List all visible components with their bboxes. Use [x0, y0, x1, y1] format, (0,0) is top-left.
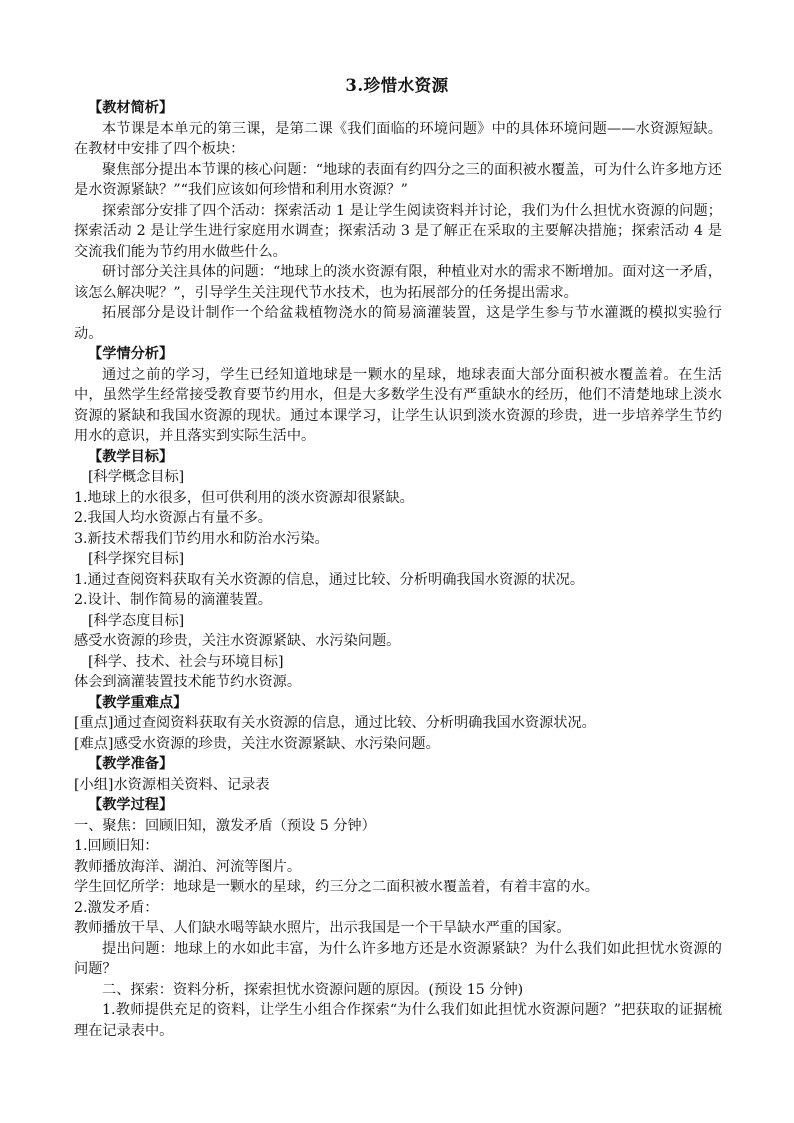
paragraph: 聚焦部分提出本节课的核心问题：“地球的表面有约四分之三的面积被水覆盖，可为什么许多地方还是水资源紧缺？”“我们应该如何珍惜和利用水资源？”: [74, 161, 722, 198]
section-heading: 【教材简析】: [88, 100, 174, 116]
paragraph: [小组]水资源相关资料、记录表: [74, 776, 270, 793]
sub-heading: [科学概念目标]: [88, 469, 185, 485]
paragraph: 一、聚焦：回顾旧知，激发矛盾（预设 5 分钟）: [74, 817, 376, 834]
paragraph: 研讨部分关注具体的问题：“地球上的淡水资源有限，种植业对水的需求不断增加。面对这一矛盾，该怎么解决呢？”，引导学生关注现代节水技术，也为拓展部分的任务提出需求。: [74, 264, 722, 301]
section-heading: 【教学准备】: [88, 756, 174, 772]
paragraph: 2.激发矛盾：: [74, 899, 159, 916]
paragraph: 3.新技术帮我们节约用水和防治水污染。: [74, 530, 329, 547]
paragraph: 教师播放海洋、湖泊、河流等图片。: [74, 858, 302, 875]
section-heading: 【教学重难点】: [88, 694, 188, 711]
section-heading: 【学情分析】: [88, 346, 174, 362]
sub-heading: [科学态度目标]: [88, 612, 185, 629]
paragraph: 通过之前的学习，学生已经知道地球是一颗水的星球，地球表面大部分面积被水覆盖着。在生活中，虽然学生经常接受教育要节约用水，但是大多数学生没有严重缺水的经历，他们不清楚地球上淡水资源的紧缺和我国水资源的现状。通过本课学习，让学生认识到淡水资源的珍贵，进一步培养学生节约用水的意识，并且落实到实际生活中。: [74, 366, 722, 444]
section-heading: 【教学过程】: [88, 797, 174, 813]
paragraph: 二、探索：资料分析，探索担忧水资源问题的原因。(预设 15 分钟): [102, 981, 524, 998]
document-title: 3.珍惜水资源: [345, 76, 449, 95]
paragraph: 2.我国人均水资源占有量不多。: [74, 510, 272, 526]
sub-heading: [科学探究目标]: [88, 551, 185, 567]
paragraph: [重点]通过查阅资料获取有关水资源的信息，通过比较、分析明确我国水资源状况。: [74, 715, 596, 731]
paragraph: 1.通过查阅资料获取有关水资源的信息，通过比较、分析明确我国水资源的状况。: [74, 571, 585, 588]
paragraph: [难点]感受水资源的珍贵，关注水资源紧缺、水污染问题。: [74, 735, 440, 752]
paragraph: 体会到滴灌装置技术能节约水资源。: [74, 674, 302, 690]
sub-heading: [科学、技术、社会与环境目标]: [88, 653, 284, 670]
paragraph: 2.设计、制作简易的滴灌装置。: [74, 592, 272, 608]
paragraph: 教师播放干旱、人们缺水喝等缺水照片，出示我国是一个干旱缺水严重的国家。: [74, 920, 571, 936]
paragraph: 1.回顾旧知：: [74, 838, 159, 854]
paragraph: 本节课是本单元的第三课，是第二课《我们面临的环境问题》中的具体环境问题——水资源短缺。在教材中安排了四个板块：: [74, 120, 722, 157]
paragraph: 1.教师提供充足的资料，让学生小组合作探索“为什么我们如此担忧水资源问题？”把获取的证据梳理在记录表中。: [74, 1002, 722, 1039]
section-heading: 【教学目标】: [88, 448, 174, 465]
paragraph: 学生回忆所学：地球是一颗水的星球，约三分之二面积被水覆盖着，有着丰富的水。: [74, 879, 599, 895]
paragraph: 探索部分安排了四个活动：探索活动 1 是让学生阅读资料并讨论，我们为什么担忧水资源的问题；探索活动 2 是让学生进行家庭用水调查；探索活动 3 是了解正在采取的主要解决措施；探索活动 4 是交流我们能为节约用水做些什么。: [74, 202, 722, 260]
paragraph: 感受水资源的珍贵，关注水资源紧缺、水污染问题。: [74, 633, 401, 649]
document-body: [74, 98, 722, 1041]
paragraph: 1.地球上的水很多，但可供利用的淡水资源却很紧缺。: [74, 489, 414, 506]
paragraph: 提出问题：地球上的水如此丰富，为什么许多地方还是水资源紧缺？为什么我们如此担忧水资源的问题？: [74, 940, 722, 977]
paragraph: 拓展部分是设计制作一个给盆栽植物浇水的简易滴灌装置，这是学生参与节水灌溉的模拟实验行动。: [74, 305, 722, 342]
